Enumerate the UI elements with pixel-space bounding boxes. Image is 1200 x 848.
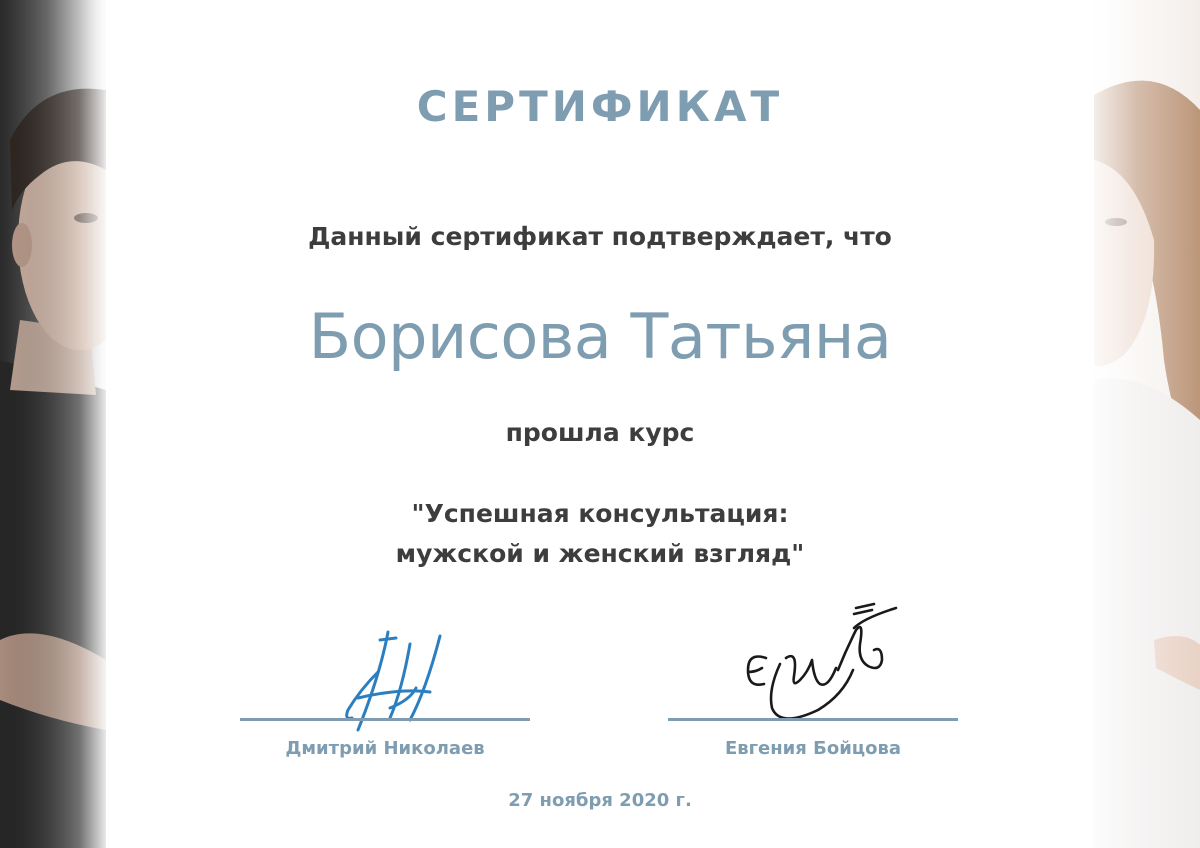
recipient-name: Борисова Татьяна: [308, 300, 892, 373]
signatory-name-left: Дмитрий Николаев: [285, 738, 485, 759]
signature-line-left: [240, 718, 530, 721]
course-title-line-2: мужской и женский взгляд": [395, 539, 805, 568]
signatory-name-right: Евгения Бойцова: [724, 738, 902, 759]
signature-block-left: [240, 580, 530, 770]
signature-line-right: [668, 718, 958, 721]
intro-text: Данный сертификат подтверждает, что: [308, 222, 892, 251]
signature-left-image: [240, 580, 530, 740]
signature-right-image: [668, 580, 958, 740]
course-title: [0, 494, 1200, 574]
certificate-title: СЕРТИФИКАТ: [416, 82, 784, 131]
signature-block-right: [668, 580, 958, 770]
course-title-line-1: "Успешная консультация:: [411, 499, 789, 528]
completed-course-text: прошла курс: [505, 418, 695, 447]
issue-date: 27 ноября 2020 г.: [508, 790, 692, 811]
